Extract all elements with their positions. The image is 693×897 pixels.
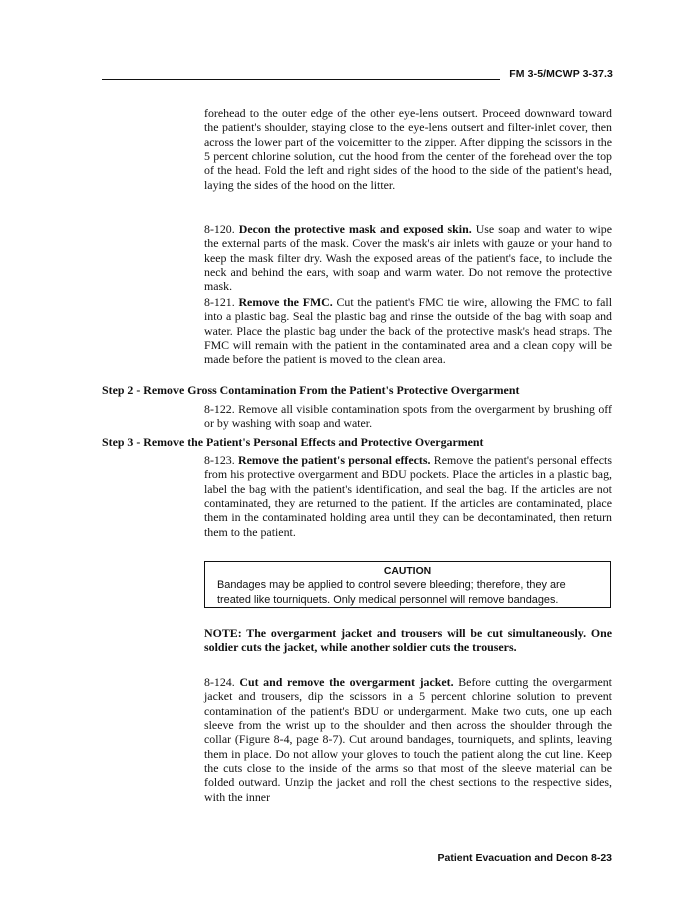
- paragraph-number: 8-124.: [204, 675, 235, 689]
- caution-text: Bandages may be applied to control severe bleeding; therefore, they are treated like tourniquets. Only medical personnel will remove bandages.: [217, 579, 566, 606]
- note-label: NOTE:: [204, 626, 242, 640]
- caution-title: CAUTION: [383, 566, 432, 577]
- paragraph-body: Remove the patient's personal effects from his protective overgarment and BDU pockets. Place the articles in a plastic bag, label the bag with the patient's identification, and seal the bag. If the articles are not contaminated, they are returned to the patient. If the articles are contaminated, place them in the contaminated holding area until they can be decontaminated, then return them to the patient.: [204, 453, 612, 539]
- paragraph-8-121: [204, 295, 612, 367]
- paragraph-lead: Decon the protective mask and exposed skin.: [238, 222, 472, 236]
- paragraph-continued-text: forehead to the outer edge of the other eye-lens outsert. Proceed downward toward the patient's shoulder, staying close to the eye-lens outsert and filter-inlet cover, then across the lower part of the voicemitter to the zipper. After dipping the scissors in the 5 percent chlorine solution, cut the hood from the center of the forehead over the top of the head. Fold the left and right sides of the hood to the side of the patient's head, laying the sides of the hood on the litter.: [204, 106, 612, 192]
- paragraph-body: Use soap and water to wipe the external parts of the mask. Cover the mask's air inlets with gauze or your hand to keep the mask filter dry. Wash the exposed areas of the patient's face, to include the neck and behind the ears, with soap and warm water. Do not remove the protective mask.: [204, 222, 612, 294]
- caution-box: [204, 561, 611, 608]
- paragraph-8-120: [204, 222, 612, 294]
- paragraph-lead: Remove the FMC.: [238, 295, 333, 309]
- document-id: FM 3-5/MCWP 3-37.3: [509, 68, 613, 80]
- paragraph-8-124: [204, 675, 612, 804]
- paragraph-body: Before cutting the overgarment jacket and trousers, dip the scissors in a 5 percent chlorine solution to prevent contamination of the patient's BDU or undergarment. Make two cuts, one up each sleeve from the wrist up to the shoulder and then across the shoulder through the collar (Figure 8-4, page 8-7). Cut around bandages, tourniquets, and splints, leaving them in place. Do not allow your gloves to touch the patient along the cut line. Keep the cuts close to the inside of the arms so that most of the sleeve material can be folded outward. Unzip the jacket and roll the chest sections to the respective sides, with the inner: [204, 675, 612, 804]
- paragraph-8-122: [204, 402, 612, 431]
- paragraph-body: Cut the patient's FMC tie wire, allowing the FMC to fall into a plastic bag. Seal the plastic bag and rinse the outside of the bag with soap and water. Place the plastic bag under the back of the protective mask's head straps. The FMC will remain with the patient in the contaminated area and a clean copy will be made before the patient is moved to the clean area.: [204, 295, 613, 367]
- paragraph-body: Remove all visible contamination spots from the overgarment by brushing off or by washing with soap and water.: [204, 402, 612, 431]
- note-text: The overgarment jacket and trousers will be cut simultaneously. One soldier cuts the jacket, while another soldier cuts the trousers.: [204, 626, 612, 655]
- paragraph-number: 8-121.: [204, 295, 235, 309]
- paragraph-continued: [204, 106, 612, 192]
- paragraph-number: 8-123.: [204, 453, 235, 467]
- note: [204, 626, 612, 655]
- step-3-heading: Step 3 - Remove the Patient's Personal Effects and Protective Overgarment: [102, 435, 484, 449]
- paragraph-number: 8-122.: [204, 402, 235, 416]
- page-footer: Patient Evacuation and Decon 8-23: [437, 852, 612, 864]
- paragraph-lead: Remove the patient's personal effects.: [238, 453, 431, 467]
- paragraph-8-123: [204, 453, 612, 539]
- paragraph-lead: Cut and remove the overgarment jacket.: [239, 675, 454, 689]
- paragraph-number: 8-120.: [204, 222, 235, 236]
- step-2-heading: Step 2 - Remove Gross Contamination From the Patient's Protective Overgarment: [102, 383, 520, 397]
- header-rule: [102, 79, 500, 80]
